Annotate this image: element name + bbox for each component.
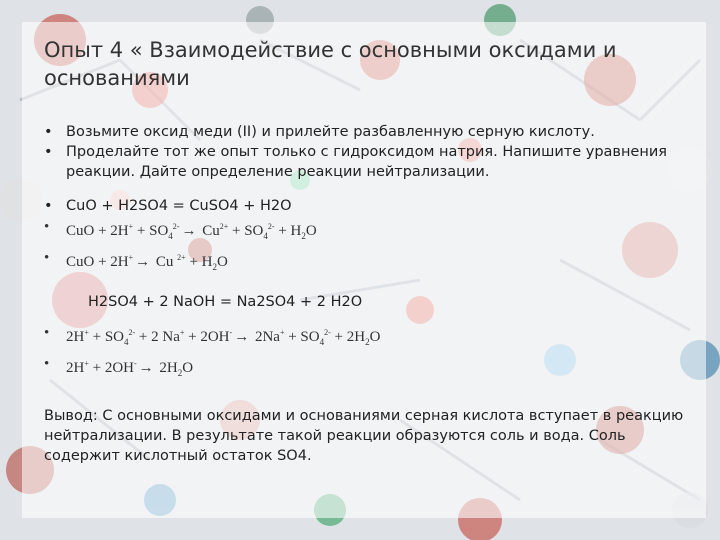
instruction-item: • Возьмите оксид меди (II) и прилейте разбавленную серную кислоту.	[44, 122, 694, 142]
reaction-list	[44, 196, 694, 278]
instruction-item: • Проделайте тот же опыт только с гидроксидом натрия. Напишите уравнения реакции. Дайте определение реакции нейтрализации.	[44, 142, 694, 182]
arrow-icon: →	[138, 360, 154, 376]
reaction-list-naoh	[44, 322, 694, 384]
ionic-equation-short: • CuO + 2H+ → Cu $^{2+} + H_2O$	[44, 247, 694, 278]
instruction-list	[44, 122, 694, 182]
ionic-equation-full: • $2H^+ + SO_4^{2-} + 2$ $Na^+ + 2OH^- \to 2Na^+ + SO_4^{2-} + 2H_2O$	[44, 322, 694, 353]
arrow-icon: →	[234, 329, 250, 345]
conclusion-text: Вывод: С основными оксидами и основаниями серная кислота вступает в реакцию нейтрализации. В результате такой реакции образуются соль и вода. Соль содержит кислотный остаток SO4.	[44, 408, 684, 464]
molecular-equation: • CuO + H2SO4 = CuSO4 + H2O	[44, 196, 694, 216]
slide-title: Опыт 4 « Взаимодействие с основными оксидами и основаниями	[44, 38, 617, 90]
ionic-equation-full: • CuO + $2H^+ + SO_4^{2-} \to Cu^{2+} + SO_4^{2-} + H_2O$	[44, 216, 694, 247]
slide-body	[44, 122, 694, 466]
arrow-icon: →	[181, 223, 197, 239]
molecular-equation-naoh: H2SO4 + 2 NaOH = Na2SO4 + 2 H2O	[88, 294, 363, 310]
arrow-icon: →	[135, 254, 151, 270]
ionic-equation-short: • $2H^+ + 2OH^- \to 2H_2O$	[44, 353, 694, 384]
